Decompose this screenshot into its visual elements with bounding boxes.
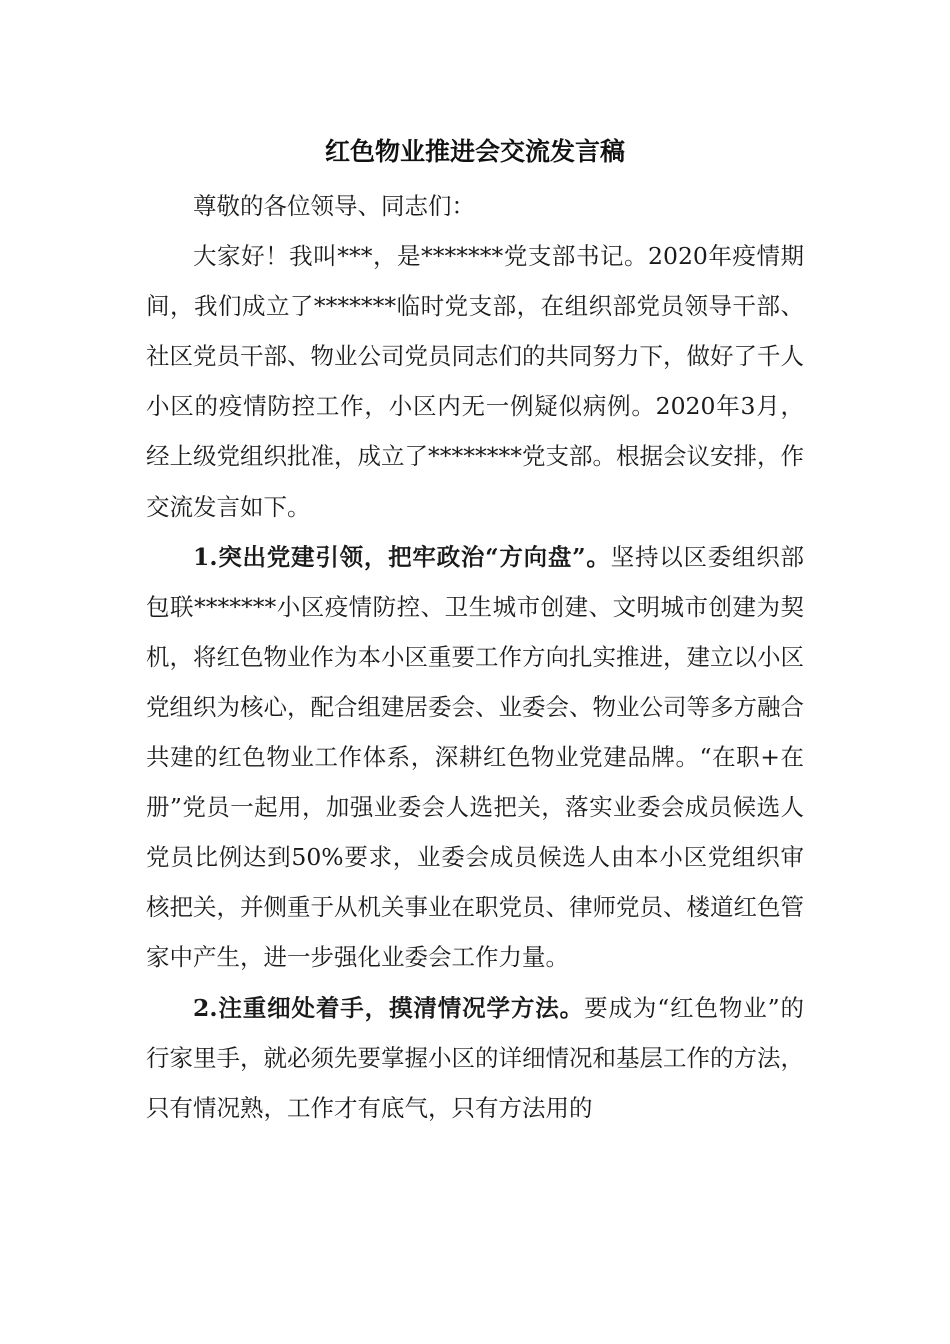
section-heading-1: 1.突出党建引领，把牢政治“方向盘”。 — [193, 542, 611, 571]
section-heading-2: 2.注重细处着手，摸清情况学方法。 — [193, 993, 585, 1022]
section-text-2: 要成为“红色物业”的行家里手，就必须先要掌握小区的详细情况和基层工作的方法，只有情况熟，工作才有底气，只有方法用的 — [146, 993, 804, 1122]
section-paragraph-2 — [146, 983, 804, 1133]
section-paragraph-1 — [146, 532, 804, 983]
salutation: 尊敬的各位领导、同志们： — [193, 192, 475, 220]
intro-paragraph: 大家好！我叫***，是*******党支部书记。2020年疫情期间，我们成立了*******临时党支部，在组织部党员领导干部、社区党员干部、物业公司党员同志们的共同努力下，做好了千人小区的疫情防控工作，小区内无一例疑似病例。2020年3月，经上级党组织批准，成立了********党支部。根据会议安排，作交流发言如下。 — [146, 242, 804, 521]
document-title: 红色物业推进会交流发言稿 — [324, 137, 625, 166]
document-body — [146, 181, 804, 1133]
section-text-1: 坚持以区委组织部包联*******小区疫情防控、卫生城市创建、文明城市创建为契机，将红色物业作为本小区重要工作方向扎实推进，建立以小区党组织为核心，配合组建居委会、业委会、物业公司等多方融合共建的红色物业工作体系，深耕红色物业党建品牌。“在职+在册”党员一起用，加强业委会人选把关，落实业委会成员候选人党员比例达到50%要求，业委会成员候选人由本小区党组织审核把关，并侧重于从机关事业在职党员、律师党员、楼道红色管家中产生，进一步强化业委会工作力量。 — [146, 542, 805, 972]
